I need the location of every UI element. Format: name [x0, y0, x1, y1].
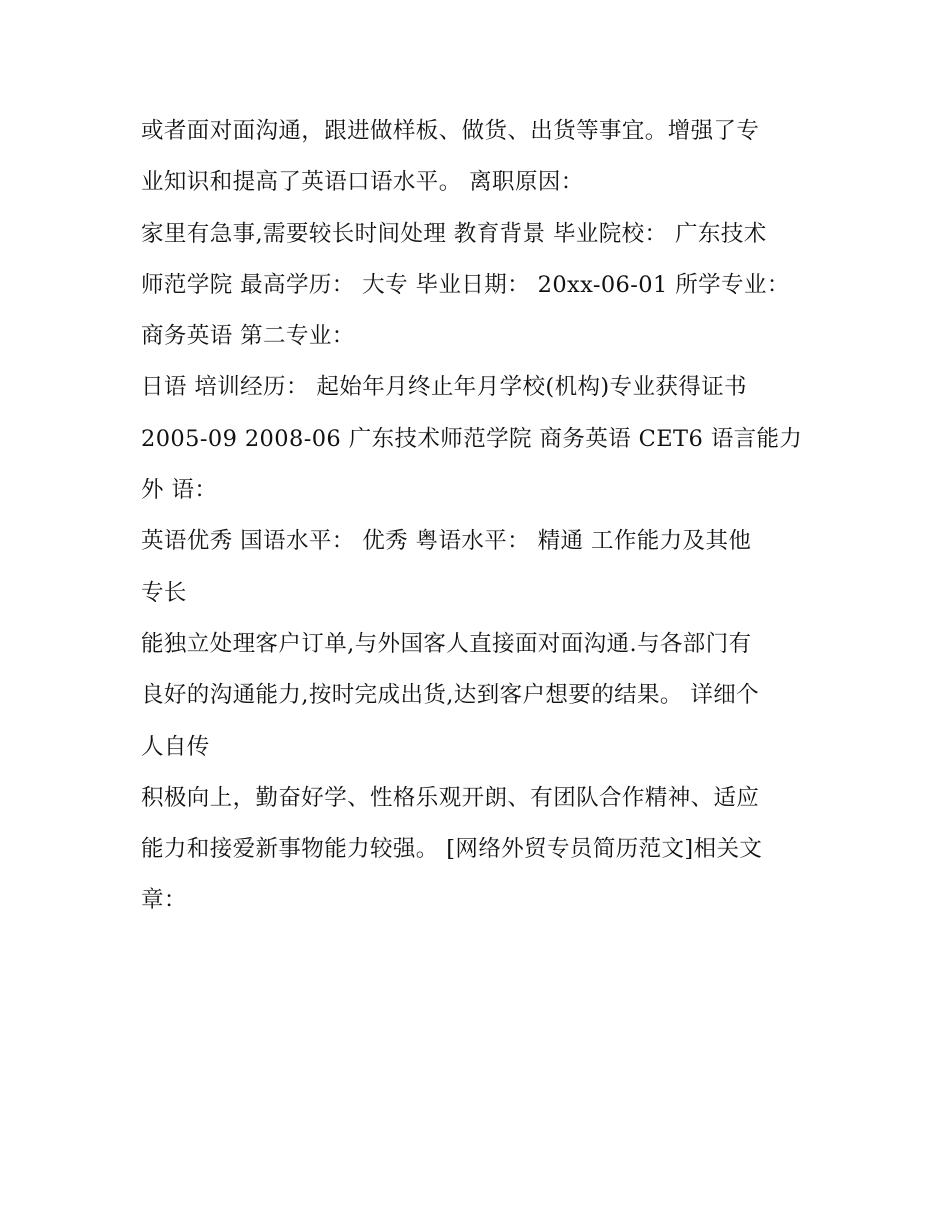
- text-line: 外 语：: [141, 477, 218, 504]
- document-body: [141, 106, 831, 927]
- text-line: 商务英语 第二专业：: [141, 323, 355, 350]
- text-line: 2005-09 2008-06 广东技术师范学院 商务英语 CET6 语言能力: [141, 425, 803, 452]
- text-line: 业知识和提高了英语口语水平。 离职原因：: [141, 169, 584, 196]
- text-line: 师范学院 最高学历： 大专 毕业日期： 20xx-06-01 所学专业：: [141, 271, 790, 298]
- text-line: 专长: [141, 579, 187, 606]
- text-line: 能力和接爱新事物能力较强。 [网络外贸专员简历范文]相关文: [141, 836, 763, 863]
- text-line: 英语优秀 国语水平： 优秀 粤语水平： 精通 工作能力及其他: [141, 528, 752, 555]
- text-line: 家里有急事,需要较长时间处理 教育背景 毕业院校： 广东技术: [141, 220, 767, 247]
- text-line: 或者面对面沟通，跟进做样板、做货、出货等事宜。增强了专: [141, 118, 760, 144]
- text-line: 良好的沟通能力,按时完成出货,达到客户想要的结果。 详细个: [141, 682, 760, 709]
- text-line: 章：: [141, 887, 187, 914]
- text-line: 人自传: [141, 733, 210, 760]
- text-line: 积极向上，勤奋好学、性格乐观开朗、有团队合作精神、适应: [141, 784, 760, 811]
- text-line: 能独立处理客户订单,与外国客人直接面对面沟通.与各部门有: [141, 630, 752, 657]
- text-line: 日语 培训经历： 起始年月终止年月学校(机构)专业获得证书: [141, 374, 747, 401]
